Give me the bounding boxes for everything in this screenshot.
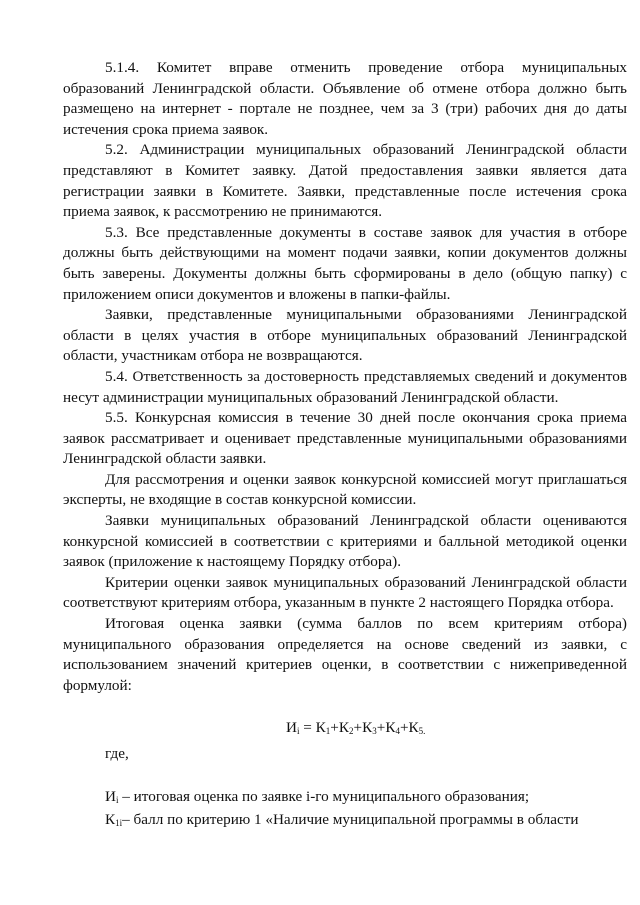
- formula-term: К: [362, 719, 373, 737]
- formula-term: К: [315, 719, 326, 737]
- definition-symbol: К: [105, 811, 116, 829]
- where-label: где,: [105, 745, 129, 762]
- formula-equals: =: [299, 719, 316, 737]
- formula-plus: +: [376, 719, 386, 737]
- paragraph-criteria: Критерии оценки заявок муниципальных образований Ленинградской области соответствуют критериям отбора, указанным в пункте 2 настоящего Порядка отбора.: [63, 573, 627, 612]
- definition-criterion-1: [63, 810, 627, 834]
- score-formula: [63, 718, 627, 742]
- formula-plus: +: [353, 719, 363, 737]
- definition-symbol-sub: 1i: [115, 818, 123, 829]
- formula-plus: +: [399, 719, 409, 737]
- definition-symbol-sub: i: [115, 794, 119, 805]
- paragraph-evaluation: Заявки муниципальных образований Ленинградской области оцениваются конкурсной комиссией в соответствии с критериями и балльной методикой оценки заявок (приложение к настоящему Порядку отбора).: [63, 512, 627, 571]
- paragraph-5-3: 5.3. Все представленные документы в составе заявок для участия в отборе должны быть действующими на момент подачи заявки, копии документов должны быть заверены. Документы должны быть сформированы в дело (общую папку) с приложением описи документов и вложены в папки-файлы.: [63, 223, 627, 303]
- paragraph-5-2: 5.2. Администрации муниципальных образований Ленинградской области представляют в Комитет заявку. Датой предоставления заявки является дата регистрации заявки в Комитете. Заявки, представленные после истечения срока приема заявок, к рассмотрению не принимаются.: [63, 141, 627, 221]
- formula-term: К: [338, 719, 350, 737]
- formula-plus: +: [330, 719, 339, 737]
- definition-text: – балл по критерию 1 «Наличие муниципальной программы в области: [122, 811, 579, 829]
- paragraph-experts: Для рассмотрения и оценки заявок конкурсной комиссией могут приглашаться эксперты, не входящие в состав конкурсной комиссии.: [63, 470, 627, 509]
- definition-symbol: И: [105, 787, 116, 805]
- definition-text: – итоговая оценка по заявке i-го муниципального образования;: [118, 787, 530, 805]
- formula-term-sub: 3: [372, 726, 377, 737]
- formula-lhs-sub: i: [296, 726, 300, 737]
- definition-total-score: [63, 787, 627, 811]
- paragraph-5-1-4: 5.1.4. Комитет вправе отменить проведение отбора муниципальных образований Ленинградской области. Объявление об отмене отбора должно быть размещено на интернет - портале не позднее, чем за 3 (три) рабочих дня до даты истечения срока приема заявок.: [63, 59, 627, 138]
- paragraph-5-4: 5.4. Ответственность за достоверность представляемых сведений и документов несут администрации муниципальных образований Ленинградской области.: [63, 367, 627, 406]
- formula-term-sub: 2: [349, 726, 354, 737]
- paragraph-returns: Заявки, представленные муниципальными образованиями Ленинградской области в целях участия в отборе муниципальных образований Ленинградской области, участникам отбора не возвращаются.: [63, 306, 627, 365]
- formula-lhs: И: [286, 719, 297, 737]
- formula-term: К: [408, 719, 419, 737]
- document-page: [63, 58, 627, 834]
- paragraph-final-score: Итоговая оценка заявки (сумма баллов по всем критериям отбора) муниципального образования определяется на основе сведений из заявки, с использованием значений критериев оценки, в соответствии с нижеприведенной формулой:: [63, 615, 627, 694]
- formula-term-sub: 4: [395, 726, 400, 737]
- formula-term: К: [385, 719, 396, 737]
- paragraph-5-5: 5.5. Конкурсная комиссия в течение 30 дней после окончания срока приема заявок рассматривает и оценивает представленные муниципальными образованиями Ленинградской области заявки.: [63, 409, 627, 468]
- formula-term-sub: 5.: [418, 726, 426, 737]
- formula-term-sub: 1: [325, 726, 331, 737]
